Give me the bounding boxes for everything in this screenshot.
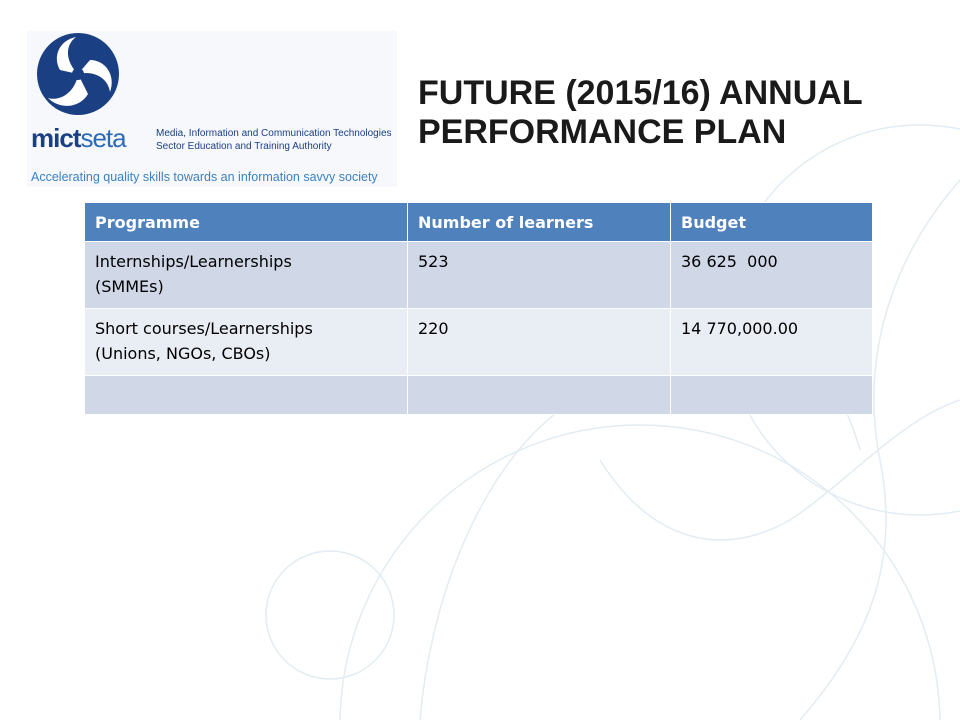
org-line-1: Media, Information and Communication Technologies <box>156 128 392 139</box>
cell-programme <box>85 242 408 309</box>
header-number-of-learners: Number of learners <box>408 203 671 242</box>
programme-line-1: Short courses/Learnerships <box>95 319 313 338</box>
table-header-row <box>85 203 873 242</box>
cell-programme <box>85 309 408 376</box>
mictseta-logo-icon <box>36 32 120 116</box>
cell-budget <box>671 376 873 415</box>
programme-line-2: (Unions, NGOs, CBOs) <box>95 344 271 363</box>
cell-budget: 14 770,000.00 <box>671 309 873 376</box>
table-row <box>85 242 873 309</box>
cell-programme <box>85 376 408 415</box>
cell-learners: 523 <box>408 242 671 309</box>
programme-line-1: Internships/Learnerships <box>95 252 292 271</box>
org-line-2: Sector Education and Training Authority <box>156 141 332 152</box>
organization-name <box>156 127 392 153</box>
tagline: Accelerating quality skills towards an information savvy society <box>31 170 378 184</box>
table-row <box>85 309 873 376</box>
page-title <box>418 74 938 152</box>
brand-wordmark <box>31 123 126 154</box>
table-row-empty <box>85 376 873 415</box>
brand-light: seta <box>80 123 126 153</box>
programme-line-2: (SMMEs) <box>95 277 164 296</box>
header-budget: Budget <box>671 203 873 242</box>
cell-learners <box>408 376 671 415</box>
header-programme: Programme <box>85 203 408 242</box>
title-line-2: PERFORMANCE PLAN <box>418 113 787 151</box>
title-line-1: FUTURE (2015/16) ANNUAL <box>418 74 863 112</box>
brand-bold: mict <box>31 123 81 153</box>
cell-learners: 220 <box>408 309 671 376</box>
cell-budget: 36 625 000 <box>671 242 873 309</box>
performance-plan-table <box>84 202 873 415</box>
